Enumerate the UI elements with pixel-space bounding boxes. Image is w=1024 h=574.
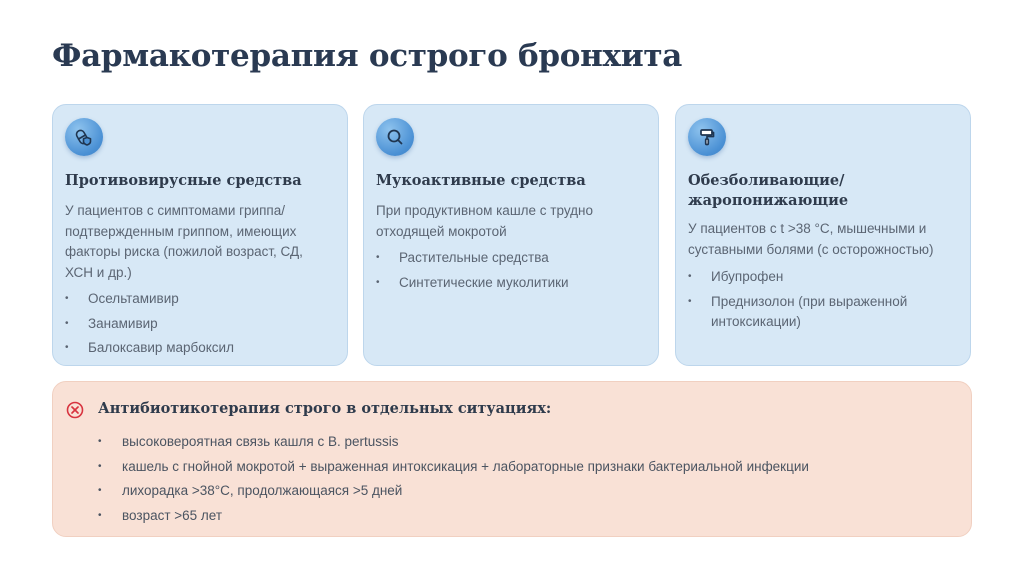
list-item: • Балоксавир марбоксил [65,338,335,358]
card-title: Мукоактивные средства [376,172,586,189]
card-description: У пациентов с t >38 °C, мышечными и суставными болями (с осторожностью) [688,221,934,257]
drug-list [65,289,335,363]
list-item: • Осельтамивир [65,289,335,309]
list-item: • Преднизолон (при выраженной интоксикации) [688,292,958,332]
antibiotics-title: Антибиотикотерапия строго в отдельных ситуациях: [98,400,552,417]
card-mucoactive [363,104,659,366]
card-title: Обезболивающие/жаропонижающие [688,172,849,209]
list-item: • Занамивир [65,314,335,334]
list-item: • лихорадка >38°С, продолжающаяся >5 дней [98,481,958,501]
list-item: • возраст >65 лет [98,506,958,526]
list-item: • высоковероятная связь кашля с B. pertussis [98,432,958,452]
drug-list [376,248,646,297]
card-analgesic [675,104,971,366]
list-item: • Растительные средства [376,248,646,268]
drug-list [688,267,958,336]
card-title: Противовирусные средства [65,172,302,189]
card-description: У пациентов с симптомами гриппа/подтвержденным гриппом, имеющих факторы риска (пожилой возраст, СД, ХСН и др.) [65,203,303,280]
close-circle-icon [66,401,84,419]
antibiotics-list [98,432,958,530]
card-description: При продуктивном кашле с трудно отходящей мокротой [376,203,593,239]
card-antiviral [52,104,348,366]
page-title: Фармакотерапия острого бронхита [52,38,683,74]
list-item: • Синтетические муколитики [376,273,646,293]
search-icon [376,118,414,156]
list-item: • кашель с гнойной мокротой + выраженная интоксикация + лабораторные признаки бактериальной инфекции [98,457,958,477]
list-item: • Ибупрофен [688,267,958,287]
antibiotics-panel [52,381,972,537]
capsule-shield-icon [65,118,103,156]
paint-roller-icon [688,118,726,156]
